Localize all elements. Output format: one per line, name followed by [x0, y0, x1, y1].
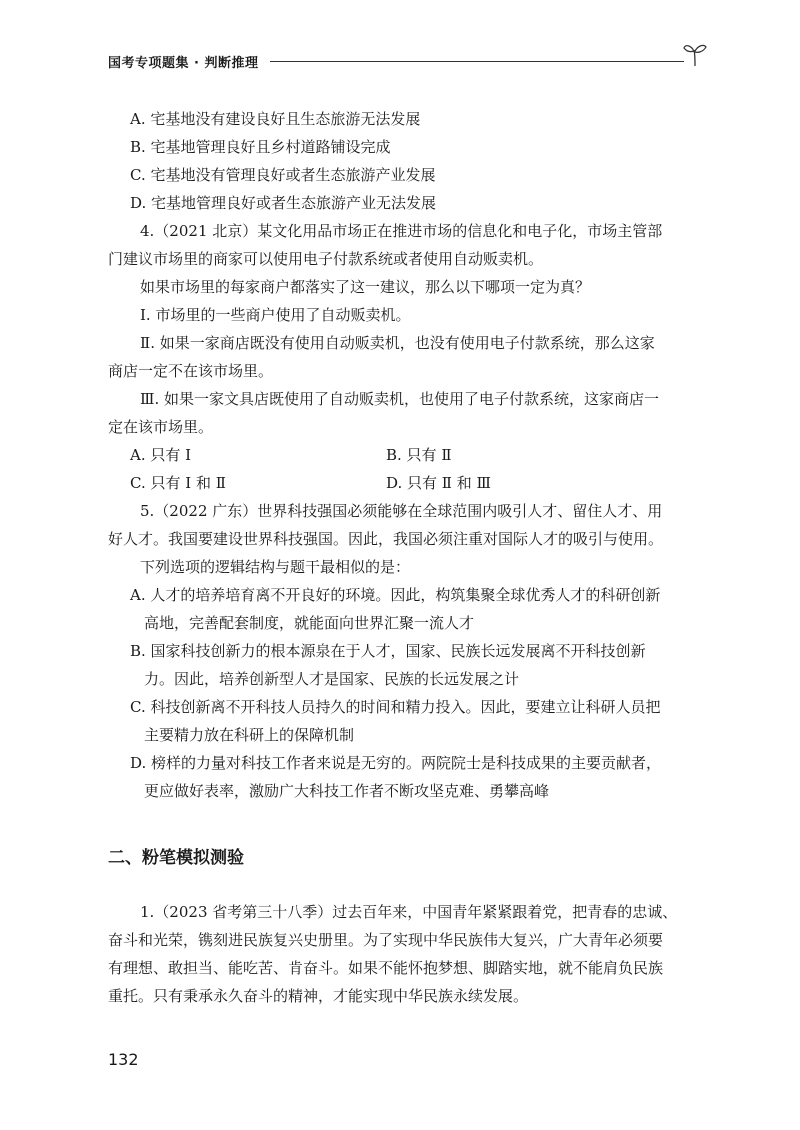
q5-option-a-line-1: A. 人才的培养培育离不开良好的环境。因此，构筑集聚全球优秀人才的科研创新	[130, 586, 661, 604]
q4-option-c: C. 只有 Ⅰ 和 Ⅱ	[130, 474, 226, 492]
q4-option-b: B. 只有 Ⅱ	[386, 446, 452, 464]
q5-option-a-line-2: 高地，完善配套制度，就能面向世界汇聚一流人才	[144, 614, 475, 632]
q4-item-2-line-1: Ⅱ. 如果一家商店既没有使用自动贩卖机，也没有使用电子付款系统，那么这家	[140, 334, 655, 352]
option-d: D. 宅基地管理良好或者生态旅游产业无法发展	[130, 194, 437, 212]
q5-option-d-line-1: D. 榜样的力量对科技工作者来说是无穷的。两院院士是科技成果的主要贡献者，	[130, 754, 662, 772]
q4-ask: 如果市场里的每家商户都落实了这一建议，那么以下哪项一定为真？	[140, 278, 591, 296]
running-header	[108, 40, 708, 70]
q5-option-d-line-2: 更应做好表率，激励广大科技工作者不断攻坚克难、勇攀高峰	[144, 782, 550, 800]
page-number: 132	[108, 1050, 139, 1069]
q4-item-3-line-2: 定在该市场里。	[108, 418, 214, 436]
q1-block	[108, 901, 712, 1013]
q4-item-3-line-1: Ⅲ. 如果一家文具店既使用了自动贩卖机，也使用了电子付款系统，这家商店一	[140, 390, 660, 408]
q4-stem-line-2: 门建议市场里的商家可以使用电子付款系统或者使用自动贩卖机。	[108, 250, 544, 268]
q5-stem-line-2: 好人才。我国要建设世界科技强国。因此，我国必须注重对国际人才的吸引与使用。	[108, 530, 664, 548]
q4-option-a: A. 只有 Ⅰ	[130, 446, 192, 464]
q1-line-4: 重托。只有秉承永久奋斗的精神，才能实现中华民族永续发展。	[108, 987, 529, 1005]
sprout-icon	[682, 40, 708, 68]
section-title: 二、粉笔模拟测验	[108, 848, 244, 868]
q4-options-row-1	[108, 444, 712, 467]
option-c: C. 宅基地没有管理良好或者生态旅游产业发展	[130, 166, 436, 184]
option-b: B. 宅基地管理良好且乡村道路铺设完成	[130, 138, 391, 156]
q4-item-1: Ⅰ. 市场里的一些商户使用了自动贩卖机。	[140, 306, 411, 324]
header-rule	[270, 61, 684, 62]
q1-line-1: 1.（2023 省考第三十八季）过去百年来，中国青年紧紧跟着党，把青春的忠诚、	[140, 903, 678, 921]
header-title: 国考专项题集 · 判断推理	[108, 56, 259, 71]
q1-line-3: 有理想、敢担当、能吃苦、肯奋斗。如果不能怀抱梦想、脚踏实地，就不能肩负民族	[108, 959, 664, 977]
q4-option-d: D. 只有 Ⅱ 和 Ⅲ	[386, 474, 491, 492]
q5-option-c-line-2: 主要精力放在科研上的保障机制	[144, 726, 355, 744]
q5-option-c-line-1: C. 科技创新离不开科技人员持久的时间和精力投入。因此，要建立让科研人员把	[130, 698, 661, 716]
q4-item-2-line-2: 商店一定不在该市场里。	[108, 362, 274, 380]
q4-stem-line-1: 4.（2021 北京）某文化用品市场正在推进市场的信息化和电子化，市场主管部	[140, 222, 663, 240]
q5-stem-line-1: 5.（2022 广东）世界科技强国必须能够在全球范围内吸引人才、留住人才、用	[140, 502, 663, 520]
question-content	[108, 108, 712, 803]
q4-options-row-2	[108, 472, 712, 495]
q5-option-b-line-1: B. 国家科技创新力的根本源泉在于人才，国家、民族长远发展离不开科技创新	[130, 642, 646, 660]
option-a: A. 宅基地没有建设良好且生态旅游无法发展	[130, 110, 421, 128]
q1-line-2: 奋斗和光荣，镌刻进民族复兴史册里。为了实现中华民族伟大复兴，广大青年必须要	[108, 931, 664, 949]
q5-option-b-line-2: 力。因此，培养创新型人才是国家、民族的长远发展之计	[144, 670, 520, 688]
q5-ask: 下列选项的逻辑结构与题干最相似的是：	[140, 558, 411, 576]
